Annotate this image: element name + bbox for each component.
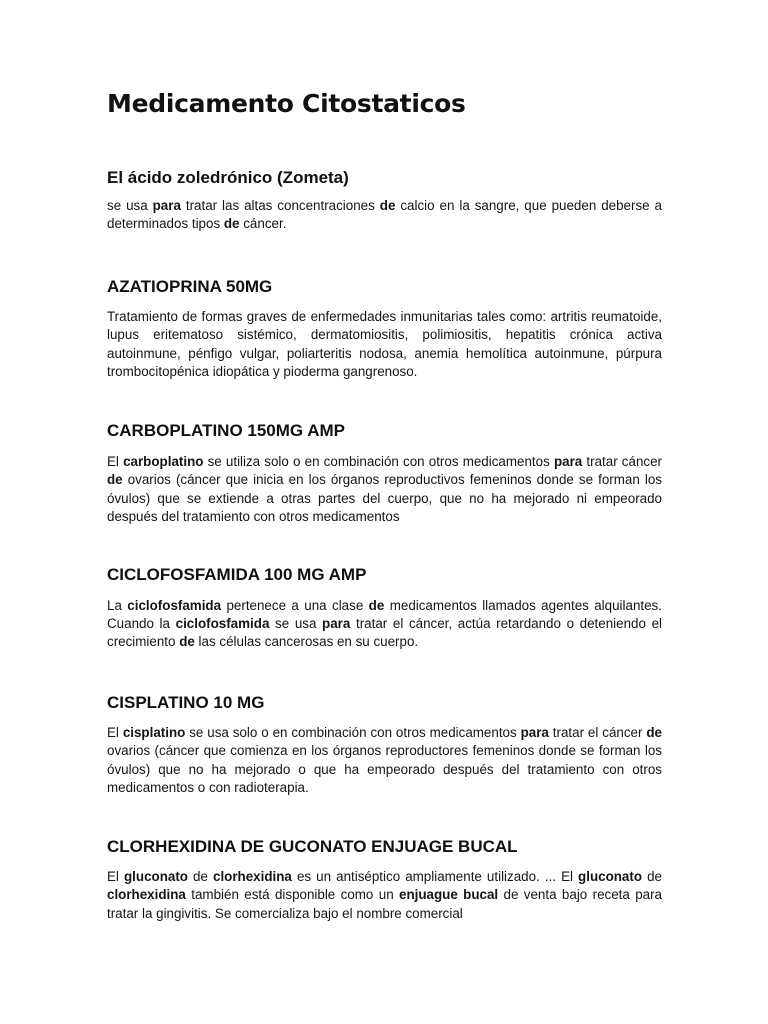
text-run: de venta bajo receta para tratar la gingivitis. Se comercializa bajo el nombre comercial bbox=[107, 887, 662, 921]
text-run: de bbox=[642, 868, 662, 884]
section-zoledronic-acid bbox=[107, 167, 662, 234]
section-azatioprina bbox=[107, 276, 662, 382]
text-run: tratar el cáncer bbox=[548, 725, 647, 741]
document-title: Medicamento Citostaticos bbox=[107, 89, 466, 118]
bold-term: para bbox=[322, 615, 351, 631]
bold-term: carboplatino bbox=[123, 453, 204, 469]
text-run: se usa bbox=[107, 197, 153, 213]
section-heading: AZATIOPRINA 50MG bbox=[107, 276, 273, 296]
section-heading: CLORHEXIDINA DE GUCONATO ENJUAGE BUCAL bbox=[107, 836, 518, 856]
section-ciclofosfamida bbox=[107, 564, 662, 651]
bold-term: de bbox=[646, 725, 662, 741]
text-run: se usa solo o en combinación con otros medicamentos bbox=[185, 725, 521, 741]
bold-term: de bbox=[223, 216, 240, 232]
section-body bbox=[107, 597, 662, 652]
section-body bbox=[107, 453, 662, 527]
bold-term: de bbox=[107, 472, 123, 488]
text-run: tratar el cáncer, actúa retardando o deteniendo el crecimiento bbox=[107, 615, 662, 650]
bold-term: cisplatino bbox=[122, 725, 186, 741]
bold-term: para bbox=[520, 725, 549, 741]
section-cisplatino bbox=[107, 692, 662, 798]
bold-term: gluconato bbox=[123, 868, 188, 884]
text-run: calcio en la sangre, que pueden deberse a determinados tipos bbox=[107, 197, 662, 232]
text-run: Tratamiento de formas graves de enfermedades inmunitarias tales como: artritis reumatoide, lupus eritematoso sistémico, dermatomiositis, polimiositis, hepatitis crónica activa autoinmune, pénfigo vulgar, poliarteritis nodosa, anemia hemolítica autoinmune, púrpura trombocitopénica idiopática y pioderma gangrenoso. bbox=[107, 308, 662, 380]
text-run: se utiliza solo o en combinación con otros medicamentos bbox=[203, 453, 554, 469]
text-run: ovarios (cáncer que inicia en los órganos reproductivos femeninos donde se forman los óvulos) que se extiende a otras partes del cuerpo, que no ha mejorado ni empeorado después del tratamiento con otros medicamentos bbox=[107, 472, 662, 524]
bold-term: enjuague bucal bbox=[399, 887, 499, 903]
bold-term: de bbox=[179, 634, 195, 650]
bold-term: gluconato bbox=[578, 868, 643, 884]
section-heading: CARBOPLATINO 150MG AMP bbox=[107, 421, 346, 441]
bold-term: ciclofosfamida bbox=[175, 615, 270, 631]
bold-term: ciclofosfamida bbox=[127, 597, 222, 613]
text-run: las células cancerosas en su cuerpo. bbox=[194, 634, 419, 650]
section-heading: CICLOFOSFAMIDA 100 MG AMP bbox=[107, 565, 367, 585]
section-clorhexidina bbox=[107, 836, 662, 923]
section-body bbox=[107, 724, 662, 798]
text-run: ovarios (cáncer que comienza en los órganos reproductores femeninos donde se forman los óvulos) que no ha mejorado o que ha empeorado después del tratamiento con otros medicamentos o con radioterapia. bbox=[107, 743, 662, 796]
text-run: tratar las altas concentraciones bbox=[180, 197, 380, 213]
bold-term: de bbox=[379, 197, 396, 213]
text-run: El bbox=[107, 725, 123, 741]
section-carboplatino bbox=[107, 420, 662, 526]
text-run: se usa bbox=[269, 615, 323, 631]
bold-term: clorhexidina bbox=[213, 868, 292, 884]
section-heading: El ácido zoledrónico (Zometa) bbox=[107, 167, 349, 187]
section-heading: CISPLATINO 10 MG bbox=[107, 692, 265, 712]
section-body bbox=[107, 197, 662, 234]
text-run: también está disponible como un bbox=[185, 887, 400, 903]
text-run: es un antiséptico ampliamente utilizado. ... El bbox=[291, 868, 579, 884]
text-run: tratar cáncer bbox=[582, 453, 662, 469]
text-run: medicamentos llamados agentes alquilantes. Cuando la bbox=[107, 597, 662, 631]
text-run: pertenece a una clase bbox=[221, 597, 369, 613]
text-run: El bbox=[107, 868, 124, 884]
text-run: cáncer. bbox=[239, 216, 287, 232]
section-body bbox=[107, 868, 662, 923]
text-run: de bbox=[187, 868, 213, 884]
bold-term: para bbox=[152, 197, 181, 213]
bold-term: de bbox=[368, 597, 385, 613]
bold-term: clorhexidina bbox=[107, 887, 186, 903]
text-run: El bbox=[107, 453, 124, 469]
bold-term: para bbox=[553, 453, 583, 469]
section-body bbox=[107, 308, 662, 382]
text-run: La bbox=[107, 597, 128, 613]
